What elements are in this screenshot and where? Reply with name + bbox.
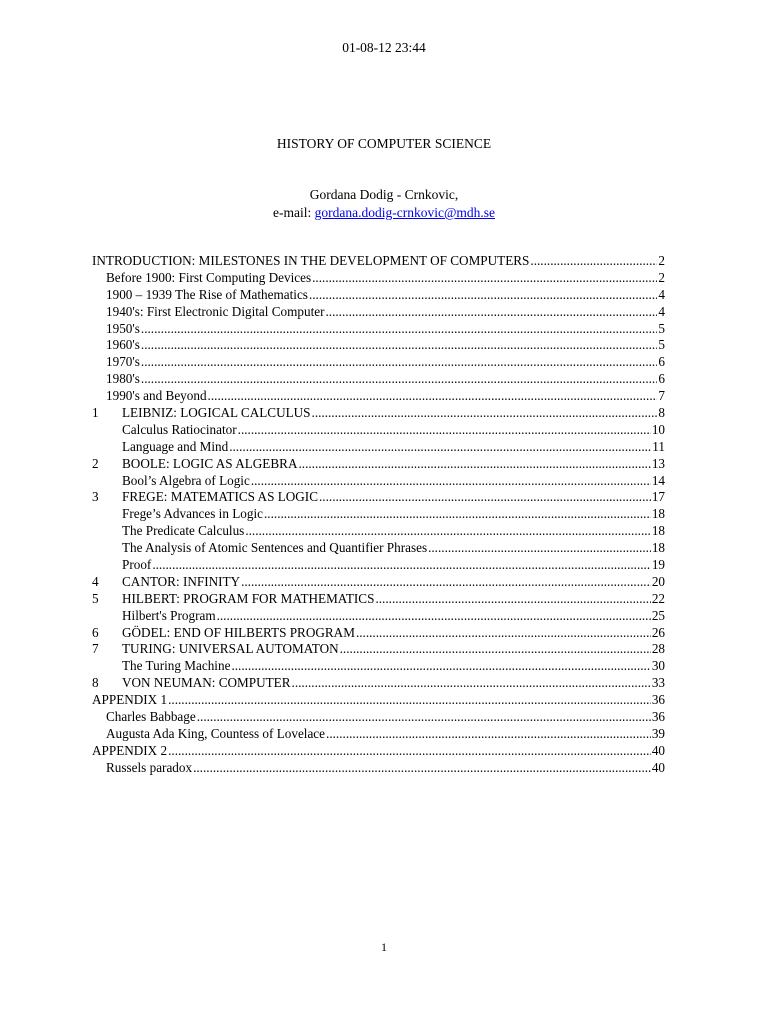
toc-entry-page: 20 [651, 573, 665, 589]
toc-entry-number: 6 [92, 624, 99, 640]
toc-entry-page: 36 [651, 692, 665, 708]
toc-entry-page: 17 [651, 489, 665, 505]
toc-entry[interactable] [92, 287, 665, 304]
toc-entry-label: VON NEUMAN: COMPUTER [122, 675, 291, 691]
toc-entry[interactable] [92, 456, 665, 473]
toc-entry-page: 39 [651, 725, 665, 741]
toc-entry-page: 25 [651, 607, 665, 623]
header-timestamp: 01-08-12 23:44 [342, 40, 426, 55]
toc-entry-page: 5 [658, 320, 665, 336]
toc-leader-dots [241, 574, 651, 591]
toc-entry-label: FREGE: MATEMATICS AS LOGIC [122, 489, 318, 505]
email-prefix: e-mail: [273, 205, 315, 220]
document-title: HISTORY OF COMPUTER SCIENCE [276, 136, 492, 151]
toc-leader-dots [312, 405, 658, 422]
toc-entry-label: Charles Babbage [106, 709, 196, 725]
toc-entry-label: The Analysis of Atomic Sentences and Quantifier Phrases [122, 540, 428, 556]
toc-entry-page: 28 [651, 641, 665, 657]
toc-entry-label: 1900 – 1939 The Rise of Mathematics [106, 286, 308, 302]
toc-entry[interactable] [92, 506, 665, 523]
toc-entry-label: Proof [122, 557, 152, 573]
toc-leader-dots [375, 591, 650, 608]
toc-entry[interactable] [92, 540, 665, 557]
toc-entry-label: The Turing Machine [122, 658, 231, 674]
toc-entry-label: 1960's [106, 337, 140, 353]
toc-leader-dots [309, 287, 657, 304]
email-link[interactable]: gordana.dodig-crnkovic@mdh.se [314, 205, 495, 220]
toc-leader-dots [356, 625, 651, 642]
toc-leader-dots [530, 253, 657, 270]
toc-entry-page: 40 [651, 742, 665, 758]
toc-entry-label: 1940's: First Electronic Digital Computer [106, 303, 325, 319]
toc-entry-number: 7 [92, 641, 99, 657]
toc-entry-page: 18 [651, 540, 665, 556]
toc-entry[interactable] [92, 608, 665, 625]
toc-entry[interactable] [92, 270, 665, 287]
toc-entry-label: Hilbert's Program [122, 607, 216, 623]
toc-entry-page: 40 [651, 759, 665, 775]
toc-entry-page: 4 [658, 303, 665, 319]
toc-entry-page: 30 [651, 658, 665, 674]
toc-entry[interactable] [92, 625, 665, 642]
toc-leader-dots [193, 760, 651, 777]
toc-entry-label: APPENDIX 2 [92, 742, 168, 758]
toc-leader-dots [264, 506, 651, 523]
toc-entry-label: Russels paradox [106, 759, 193, 775]
toc-entry[interactable] [92, 405, 665, 422]
toc-entry[interactable] [92, 253, 665, 270]
toc-entry-page: 18 [651, 523, 665, 539]
author-name: Gordana Dodig - Crnkovic, [309, 187, 459, 202]
toc-entry-label: CANTOR: INFINITY [122, 573, 241, 589]
toc-entry[interactable] [92, 591, 665, 608]
toc-leader-dots [231, 658, 650, 675]
toc-entry-label: Augusta Ada King, Countess of Lovelace [106, 725, 326, 741]
page-number: 1 [381, 940, 387, 954]
toc-entry-page: 22 [651, 590, 665, 606]
toc-entry-number: 3 [92, 489, 99, 505]
toc-entry-label: TURING: UNIVERSAL AUTOMATON [122, 641, 339, 657]
toc-leader-dots [238, 422, 651, 439]
toc-entry-label: Calculus Ratiocinator [122, 421, 237, 437]
toc-leader-dots [217, 608, 651, 625]
toc-entry-page: 36 [651, 709, 665, 725]
toc-entry-page: 18 [651, 506, 665, 522]
toc-entry-label: 1980's [106, 371, 140, 387]
toc-entry[interactable] [92, 692, 665, 709]
toc-entry[interactable] [92, 304, 665, 321]
toc-leader-dots [141, 371, 658, 388]
toc-leader-dots [197, 709, 651, 726]
toc-entry-label: 1970's [106, 354, 140, 370]
toc-entry-page: 8 [658, 405, 665, 421]
toc-entry[interactable] [92, 726, 665, 743]
toc-entry-number: 1 [92, 405, 99, 421]
toc-entry-number: 8 [92, 675, 99, 691]
toc-entry[interactable] [92, 574, 665, 591]
table-of-contents [92, 253, 665, 777]
toc-entry-page: 5 [658, 337, 665, 353]
toc-leader-dots [208, 388, 658, 405]
toc-entry-page: 6 [658, 354, 665, 370]
toc-entry-page: 2 [658, 269, 665, 285]
toc-leader-dots [428, 540, 651, 557]
toc-entry-label: Bool’s Algebra of Logic [122, 472, 250, 488]
toc-leader-dots [245, 523, 651, 540]
toc-entry[interactable] [92, 371, 665, 388]
toc-entry-page: 4 [658, 286, 665, 302]
toc-leader-dots [141, 354, 658, 371]
toc-entry[interactable] [92, 709, 665, 726]
toc-entry-label: Frege’s Advances in Logic [122, 506, 263, 522]
toc-leader-dots [229, 439, 651, 456]
toc-entry-page: 11 [652, 438, 665, 454]
toc-entry-page: 19 [651, 557, 665, 573]
toc-leader-dots [319, 489, 651, 506]
toc-entry-label: The Predicate Calculus [122, 523, 245, 539]
toc-leader-dots [251, 473, 651, 490]
toc-entry-number: 4 [92, 573, 99, 589]
toc-entry[interactable] [92, 675, 665, 692]
toc-entry[interactable] [92, 388, 665, 405]
author-block [0, 186, 768, 222]
toc-entry-page: 2 [658, 253, 665, 268]
toc-entry-number: 2 [92, 455, 99, 471]
toc-leader-dots [312, 270, 657, 287]
toc-leader-dots [298, 456, 650, 473]
toc-entry-label: LEIBNIZ: LOGICAL CALCULUS [122, 405, 311, 421]
toc-entry-page: 7 [658, 388, 665, 404]
toc-leader-dots [141, 321, 658, 338]
toc-entry-page: 6 [658, 371, 665, 387]
toc-entry-page: 14 [651, 472, 665, 488]
toc-entry[interactable] [92, 439, 665, 456]
toc-entry[interactable] [92, 337, 665, 354]
toc-entry-label: HILBERT: PROGRAM FOR MATHEMATICS [122, 590, 375, 606]
toc-entry[interactable] [92, 321, 665, 338]
author-email-line [0, 204, 768, 222]
toc-entry[interactable] [92, 641, 665, 658]
toc-entry[interactable] [92, 354, 665, 371]
toc-entry-page: 26 [651, 624, 665, 640]
toc-entry-page: 13 [651, 455, 665, 471]
toc-entry-label: 1990's and Beyond [106, 388, 207, 404]
toc-leader-dots [325, 304, 657, 321]
toc-leader-dots [168, 743, 651, 760]
toc-leader-dots [168, 692, 651, 709]
toc-leader-dots [152, 557, 651, 574]
toc-entry[interactable] [92, 557, 665, 574]
toc-entry[interactable] [92, 473, 665, 490]
toc-leader-dots [141, 337, 658, 354]
toc-entry[interactable] [92, 760, 665, 777]
toc-entry[interactable] [92, 658, 665, 675]
toc-entry[interactable] [92, 489, 665, 506]
toc-entry-label: APPENDIX 1 [92, 692, 168, 708]
toc-entry[interactable] [92, 422, 665, 439]
toc-entry-number: 5 [92, 590, 99, 606]
toc-entry[interactable] [92, 743, 665, 760]
toc-entry-label: INTRODUCTION: MILESTONES IN THE DEVELOPMENT OF COMPUTERS [92, 253, 530, 268]
toc-leader-dots [340, 641, 651, 658]
toc-entry-label: GÖDEL: END OF HILBERTS PROGRAM [122, 624, 355, 640]
toc-entry-label: Before 1900: First Computing Devices [106, 269, 312, 285]
toc-entry-label: Language and Mind [122, 438, 229, 454]
toc-entry-page: 33 [651, 675, 665, 691]
toc-entry-label: BOOLE: LOGIC AS ALGEBRA [122, 455, 298, 471]
toc-entry-page: 10 [651, 421, 665, 437]
toc-entry[interactable] [92, 523, 665, 540]
toc-leader-dots [326, 726, 651, 743]
toc-leader-dots [292, 675, 651, 692]
toc-entry-label: 1950's [106, 320, 140, 336]
